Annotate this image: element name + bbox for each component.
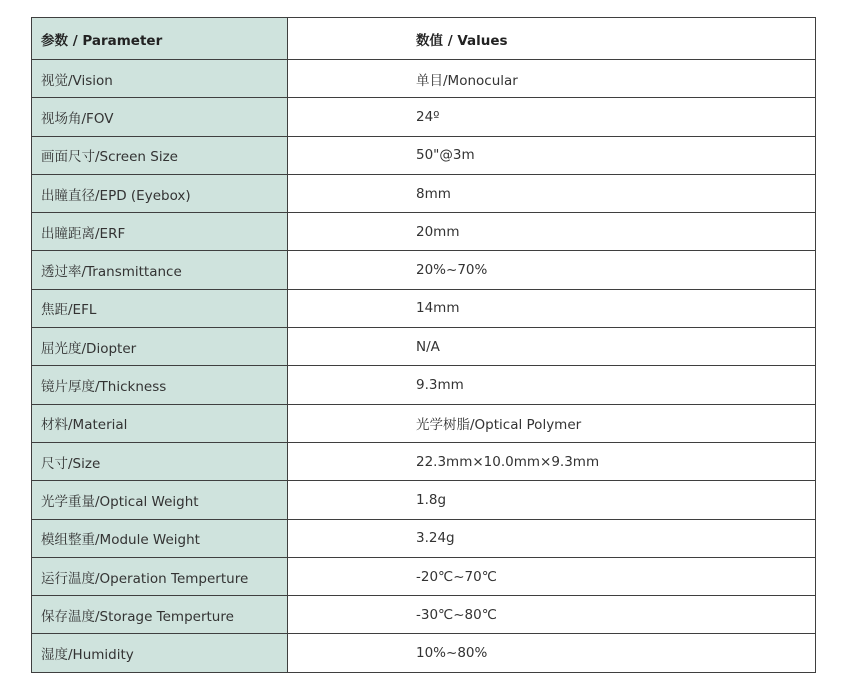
param-cell: 屈光度/Diopter — [32, 328, 288, 366]
value-cell: 光学树脂/Optical Polymer — [288, 404, 816, 442]
value-cell: 20%~70% — [288, 251, 816, 289]
param-cell: 模组整重/Module Weight — [32, 519, 288, 557]
spec-table — [31, 17, 816, 673]
param-cell: 运行温度/Operation Temperture — [32, 557, 288, 595]
table-row — [32, 442, 816, 480]
param-cell: 视觉/Vision — [32, 60, 288, 98]
table-row — [32, 98, 816, 136]
table-row — [32, 136, 816, 174]
table-row — [32, 328, 816, 366]
value-cell: 8mm — [288, 174, 816, 212]
table-row — [32, 174, 816, 212]
table-row — [32, 404, 816, 442]
table-row — [32, 213, 816, 251]
table-row — [32, 60, 816, 98]
param-cell: 光学重量/Optical Weight — [32, 481, 288, 519]
value-cell: 50"@3m — [288, 136, 816, 174]
param-cell: 湿度/Humidity — [32, 634, 288, 672]
param-cell: 透过率/Transmittance — [32, 251, 288, 289]
table-row — [32, 366, 816, 404]
value-cell: 22.3mm×10.0mm×9.3mm — [288, 442, 816, 480]
value-cell: 10%~80% — [288, 634, 816, 672]
header-value-cell: 数值 / Values — [288, 18, 816, 60]
value-cell: 1.8g — [288, 481, 816, 519]
param-cell: 保存温度/Storage Temperture — [32, 596, 288, 634]
header-param-cell: 参数 / Parameter — [32, 18, 288, 60]
value-cell: 3.24g — [288, 519, 816, 557]
param-cell: 出瞳直径/EPD (Eyebox) — [32, 174, 288, 212]
param-cell: 尺寸/Size — [32, 442, 288, 480]
value-cell: 单目/Monocular — [288, 60, 816, 98]
value-cell: -20℃~70℃ — [288, 557, 816, 595]
param-cell: 镜片厚度/Thickness — [32, 366, 288, 404]
value-cell: 20mm — [288, 213, 816, 251]
value-cell: 9.3mm — [288, 366, 816, 404]
value-cell: -30℃~80℃ — [288, 596, 816, 634]
param-cell: 视场角/FOV — [32, 98, 288, 136]
table-row — [32, 251, 816, 289]
value-cell: N/A — [288, 328, 816, 366]
table-header-row — [32, 18, 816, 60]
spec-table-body — [32, 18, 816, 673]
table-row — [32, 596, 816, 634]
table-row — [32, 519, 816, 557]
table-row — [32, 557, 816, 595]
value-cell: 14mm — [288, 289, 816, 327]
value-cell: 24º — [288, 98, 816, 136]
table-row — [32, 289, 816, 327]
table-row — [32, 481, 816, 519]
param-cell: 焦距/EFL — [32, 289, 288, 327]
param-cell: 画面尺寸/Screen Size — [32, 136, 288, 174]
param-cell: 出瞳距离/ERF — [32, 213, 288, 251]
table-row — [32, 634, 816, 672]
param-cell: 材料/Material — [32, 404, 288, 442]
